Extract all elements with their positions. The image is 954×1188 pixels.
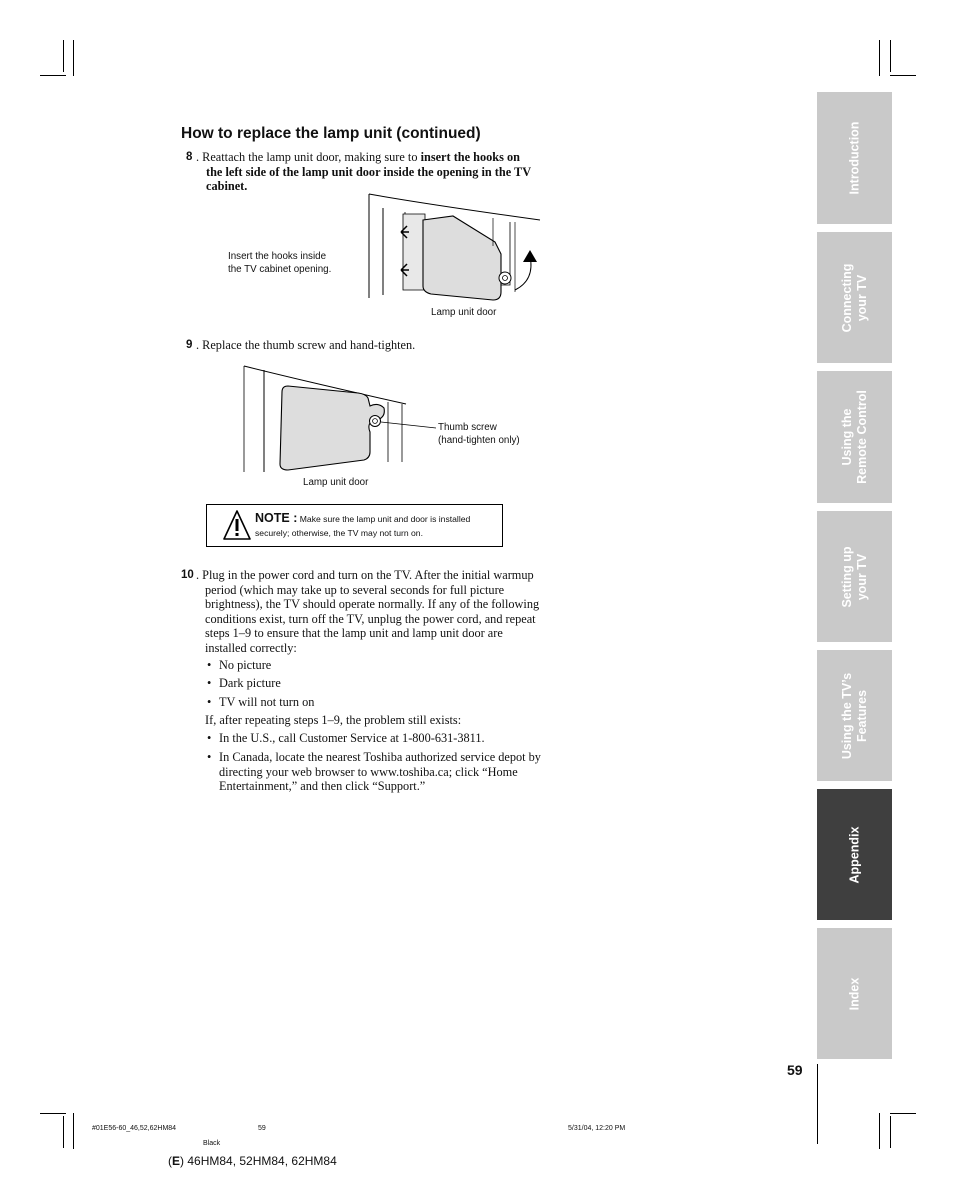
tab-using-tv-features[interactable] xyxy=(817,650,892,781)
bullet-canada-line: In Canada, locate the nearest Toshiba authorized service depot by xyxy=(219,750,541,764)
step-8-text xyxy=(196,150,556,194)
step-8-line1-bold: insert the hooks on xyxy=(420,150,520,164)
step-10-number: 10 xyxy=(181,569,194,581)
bullet-marker: • xyxy=(207,658,212,672)
tab-label-line: your TV xyxy=(854,274,869,321)
tab-label-line: Introduction xyxy=(847,121,861,195)
tab-label xyxy=(840,672,870,758)
tab-introduction[interactable] xyxy=(817,92,892,224)
step-10-line: brightness), the TV should operate normally. If any of the following xyxy=(205,597,540,611)
footer-models: (E) 46HM84, 52HM84, 62HM84 xyxy=(168,1154,337,1168)
bullet-canada-line: Entertainment,” and then click “Support.” xyxy=(219,779,426,793)
note-text xyxy=(255,511,500,540)
bullet-item: Dark picture xyxy=(219,676,281,690)
tab-label xyxy=(847,122,862,195)
followup-text: If, after repeating steps 1–9, the problem still exists: xyxy=(205,713,462,727)
footer-model-list: 46HM84, 52HM84, 62HM84 xyxy=(184,1154,337,1168)
tab-label xyxy=(840,390,870,484)
bullet-marker: • xyxy=(207,731,212,745)
figure2-screw-label-line1: Thumb screw xyxy=(438,422,497,433)
tab-label-line: Remote Control xyxy=(854,390,869,484)
tab-label xyxy=(847,977,862,1010)
footer-page: 59 xyxy=(258,1125,266,1132)
tab-label-line: Index xyxy=(847,977,861,1010)
footer-date: 5/31/04, 12:20 PM xyxy=(568,1125,626,1132)
note-box xyxy=(206,504,503,547)
figure2-door-label: Lamp unit door xyxy=(303,477,369,488)
step-10-line: installed correctly: xyxy=(205,640,297,655)
note-line1: Make sure the lamp unit and door is installed xyxy=(299,514,471,524)
step-10-line: . Plug in the power cord and turn on the TV. After the initial warmup xyxy=(196,568,534,582)
tab-setting-up-your-tv[interactable] xyxy=(817,511,892,642)
step-10-line: conditions exist, turn off the TV, unplug the power cord, and repeat xyxy=(205,611,536,626)
step-9-text: . Replace the thumb screw and hand-tighten. xyxy=(196,338,416,352)
note-line2: securely; otherwise, the TV may not turn on. xyxy=(255,528,423,538)
footer-color: Black xyxy=(203,1140,221,1147)
tab-label-line: Using the xyxy=(839,408,854,466)
tab-label xyxy=(840,546,870,607)
bullet-canada-line: directing your web browser to www.toshiba.ca; click “Home xyxy=(219,764,518,779)
page-number-rule xyxy=(817,1064,818,1144)
tab-label xyxy=(840,263,870,332)
tab-label-line: Features xyxy=(854,689,869,742)
tab-label-line: Connecting xyxy=(839,263,854,332)
bullet-marker: • xyxy=(207,695,212,709)
figure2-screw-label-line2: (hand-tighten only) xyxy=(438,435,520,446)
tab-connecting-your-tv[interactable] xyxy=(817,232,892,363)
bullet-marker: • xyxy=(207,750,212,764)
tab-label-line: Setting up xyxy=(839,545,854,608)
figure2-thumb-screw-illustration xyxy=(238,362,438,474)
tab-index[interactable] xyxy=(817,928,892,1059)
figure1-hooks-label-line2: the TV cabinet opening. xyxy=(228,264,332,275)
step-10-line: steps 1–9 to ensure that the lamp unit and lamp unit door are xyxy=(205,626,503,640)
tab-label xyxy=(847,826,862,883)
tab-using-remote-control[interactable] xyxy=(817,371,892,503)
footer-file: #01E56-60_46,52,62HM84 xyxy=(92,1125,177,1132)
footer-model-prefix: E xyxy=(172,1154,181,1168)
section-title: How to replace the lamp unit (continued) xyxy=(181,125,481,142)
step-10-line: period (which may take up to several seconds for full picture xyxy=(205,582,505,597)
note-label: NOTE : xyxy=(255,511,298,525)
bullet-marker: • xyxy=(207,676,212,690)
bullet-us: In the U.S., call Customer Service at 1-800-631-3811. xyxy=(219,731,485,745)
bullet-canada xyxy=(219,750,564,794)
figure1-door-label: Lamp unit door xyxy=(431,307,497,318)
bullet-item: TV will not turn on xyxy=(219,695,315,709)
figure2-screw-label xyxy=(438,421,520,447)
tab-appendix[interactable] xyxy=(817,789,892,920)
tab-label-line: your TV xyxy=(854,553,869,600)
tab-label-line: Using the TV’s xyxy=(839,672,854,759)
bullet-item: No picture xyxy=(219,658,272,672)
figure1-lamp-door-illustration xyxy=(365,190,545,302)
step-8-line2: the left side of the lamp unit door inside the opening in the TV xyxy=(206,164,532,179)
tab-label-line: Appendix xyxy=(847,826,861,883)
step-8-number: 8 xyxy=(186,151,193,163)
step-8-line1: . Reattach the lamp unit door, making sure to xyxy=(196,150,421,164)
caution-icon xyxy=(222,509,252,541)
step-10-text xyxy=(196,568,566,655)
figure1-hooks-label xyxy=(228,250,331,276)
page-number: 59 xyxy=(787,1062,803,1078)
step-9-number: 9 xyxy=(186,339,193,351)
step-8-line3: cabinet. xyxy=(206,179,248,193)
figure1-hooks-label-line1: Insert the hooks inside xyxy=(228,251,327,262)
